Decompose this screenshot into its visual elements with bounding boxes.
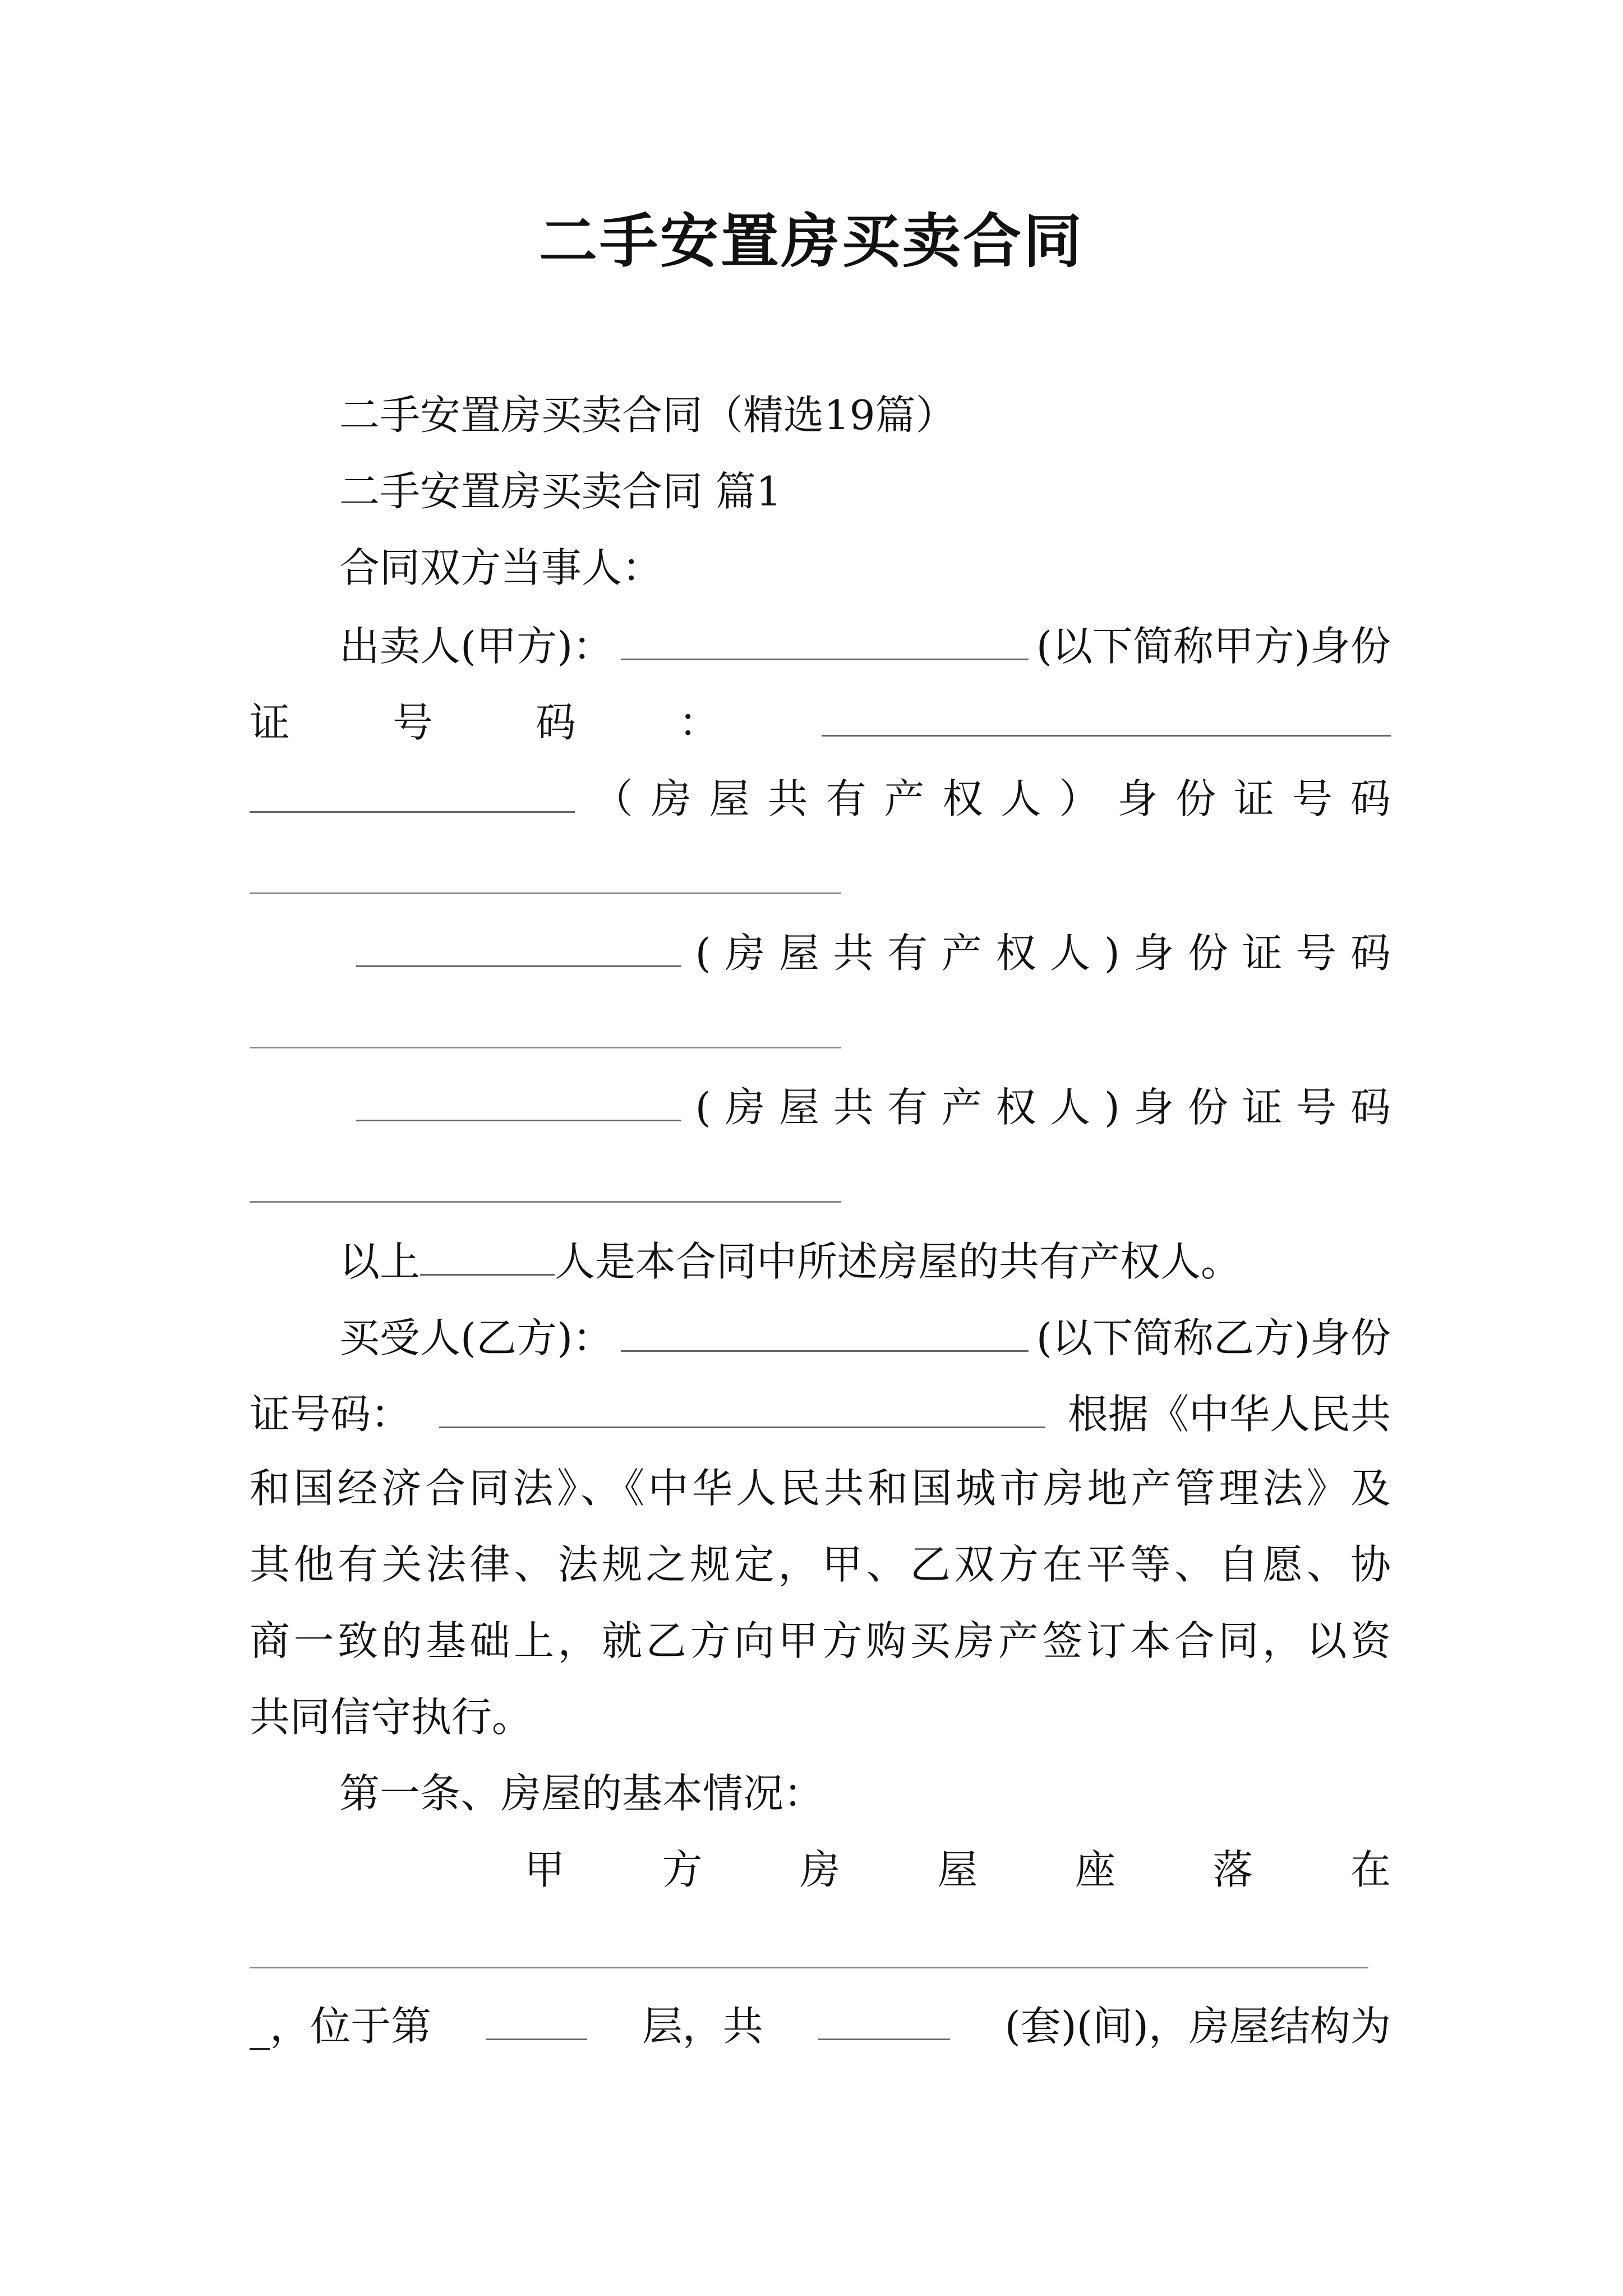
- id-char: ：: [679, 699, 720, 746]
- body-line: 和国经济合同法》、《中华人民共和国城市房地产管理法》及: [250, 1465, 1391, 1512]
- co-owner-blank-1: [250, 769, 575, 813]
- co-owner-char: （: [592, 775, 633, 822]
- co-owner-char: 房: [651, 775, 691, 822]
- document-title: 二手安置房买卖合同: [538, 207, 1084, 275]
- co-owner-char: 身: [1133, 930, 1174, 977]
- co-owner-char: 份: [1188, 1084, 1229, 1131]
- co-owner-char: ): [1104, 930, 1120, 977]
- co-owner-char: 证: [1242, 930, 1283, 977]
- co-owner-char: 证: [1234, 775, 1275, 822]
- co-owner-id-blank-2: [250, 1047, 841, 1048]
- co-owner-char: 码: [1350, 930, 1391, 977]
- co-owner-line-1: [250, 769, 1391, 825]
- buyer-id-label: 证号码：: [250, 1391, 412, 1438]
- buyer-line: [250, 1308, 1391, 1364]
- co-owner-char: 产: [941, 1084, 982, 1131]
- co-owner-char: 共: [833, 930, 874, 977]
- location-char: 落: [1212, 1846, 1253, 1893]
- co-owner-char: 号: [1296, 1084, 1337, 1131]
- co-owner-char: 有: [887, 1084, 928, 1131]
- floor-pre: _，位于第: [250, 2003, 432, 2050]
- buyer-suffix: (以下简称乙方)身份: [1036, 1314, 1391, 1361]
- buyer-label: 买受人(乙方)：: [339, 1314, 614, 1361]
- co-owner-char: 屋: [778, 1084, 819, 1131]
- co-owner-char: 证: [1242, 1084, 1283, 1131]
- floor-line: [250, 1996, 1391, 2052]
- co-owner-id-blank-3: [250, 1201, 841, 1203]
- co-owner-line-3: [356, 1077, 1391, 1133]
- seller-line: [250, 616, 1391, 672]
- co-owners-count-blank: [420, 1231, 555, 1276]
- floor-number-blank: [486, 1996, 587, 2040]
- co-owner-char: 屋: [778, 930, 819, 977]
- co-owner-char: 房: [725, 1084, 766, 1131]
- location-char: 屋: [937, 1846, 978, 1893]
- buyer-id-suffix: 根据《中华人民共: [1067, 1391, 1391, 1438]
- co-owner-char: 人: [1050, 1084, 1091, 1131]
- chapter-heading: 二手安置房买卖合同 篇1: [339, 468, 782, 515]
- buyer-id-line: [250, 1384, 1391, 1440]
- location-char: 房: [799, 1846, 840, 1893]
- co-owner-line-2: [356, 923, 1391, 979]
- parties-heading: 合同双方当事人：: [339, 544, 663, 591]
- seller-id-line: [250, 692, 1391, 748]
- co-owners-post: 人是本合同中所述房屋的共有产权人。: [555, 1238, 1242, 1285]
- co-owner-blank-2: [356, 923, 681, 967]
- location-char: 座: [1075, 1846, 1115, 1893]
- co-owner-char: 人: [1050, 930, 1091, 977]
- co-owner-char: 号: [1292, 775, 1332, 822]
- co-owner-char: 号: [1296, 930, 1337, 977]
- location-blank: [250, 1967, 1368, 1968]
- co-owner-char: 份: [1188, 930, 1229, 977]
- id-char: 证: [250, 699, 291, 746]
- co-owner-char: 共: [833, 1084, 874, 1131]
- co-owners-count-line: [250, 1231, 1391, 1287]
- seller-id-blank: [822, 692, 1391, 737]
- co-owner-char: 有: [826, 775, 866, 822]
- buyer-id-blank: [439, 1384, 1045, 1428]
- co-owner-char: 房: [725, 930, 766, 977]
- co-owner-char: ）: [1059, 775, 1100, 822]
- seller-name-blank: [621, 616, 1029, 660]
- co-owner-char: ): [1104, 1084, 1120, 1131]
- co-owner-char: 身: [1117, 775, 1158, 822]
- location-char: 甲: [524, 1846, 565, 1893]
- location-char: 方: [662, 1846, 703, 1893]
- co-owner-char: 份: [1175, 775, 1216, 822]
- co-owner-char: 身: [1133, 1084, 1174, 1131]
- id-char: 号: [393, 699, 434, 746]
- location-line: [524, 1842, 1391, 1898]
- id-char: 码: [536, 699, 577, 746]
- co-owner-char: 有: [887, 930, 928, 977]
- co-owner-char: 产: [941, 930, 982, 977]
- co-owner-char: 人: [1000, 775, 1041, 822]
- buyer-name-blank: [621, 1308, 1029, 1352]
- co-owners-pre: 以上: [339, 1238, 421, 1285]
- co-owner-char: 权: [942, 775, 983, 822]
- floor-mid: 层，共: [642, 2003, 763, 2050]
- floor-post: (套)(间)，房屋结构为: [1004, 2003, 1391, 2050]
- co-owner-char: (: [695, 930, 711, 977]
- subtitle-line: 二手安置房买卖合同（精选19篇）: [339, 392, 956, 439]
- seller-suffix: (以下简称甲方)身份: [1036, 623, 1391, 670]
- seller-label: 出卖人(甲方)：: [339, 623, 614, 670]
- location-char: 在: [1350, 1846, 1391, 1893]
- co-owner-char: 共: [767, 775, 808, 822]
- body-line: 商一致的基础上，就乙方向甲方购买房产签订本合同，以资: [250, 1617, 1391, 1664]
- body-line: 共同信守执行。: [250, 1694, 533, 1741]
- co-owner-char: 码: [1350, 775, 1391, 822]
- co-owner-char: (: [695, 1084, 711, 1131]
- units-count-blank: [818, 1996, 950, 2040]
- co-owner-char: 权: [995, 1084, 1036, 1131]
- co-owner-char: 码: [1350, 1084, 1391, 1131]
- co-owner-char: 屋: [709, 775, 750, 822]
- co-owner-id-blank-1: [250, 892, 841, 894]
- co-owner-blank-3: [356, 1077, 681, 1121]
- article-1-heading: 第一条、房屋的基本情况：: [339, 1770, 824, 1817]
- co-owner-char: 权: [995, 930, 1036, 977]
- co-owner-char: 产: [884, 775, 925, 822]
- body-line: 其他有关法律、法规之规定，甲、乙双方在平等、自愿、协: [250, 1541, 1391, 1588]
